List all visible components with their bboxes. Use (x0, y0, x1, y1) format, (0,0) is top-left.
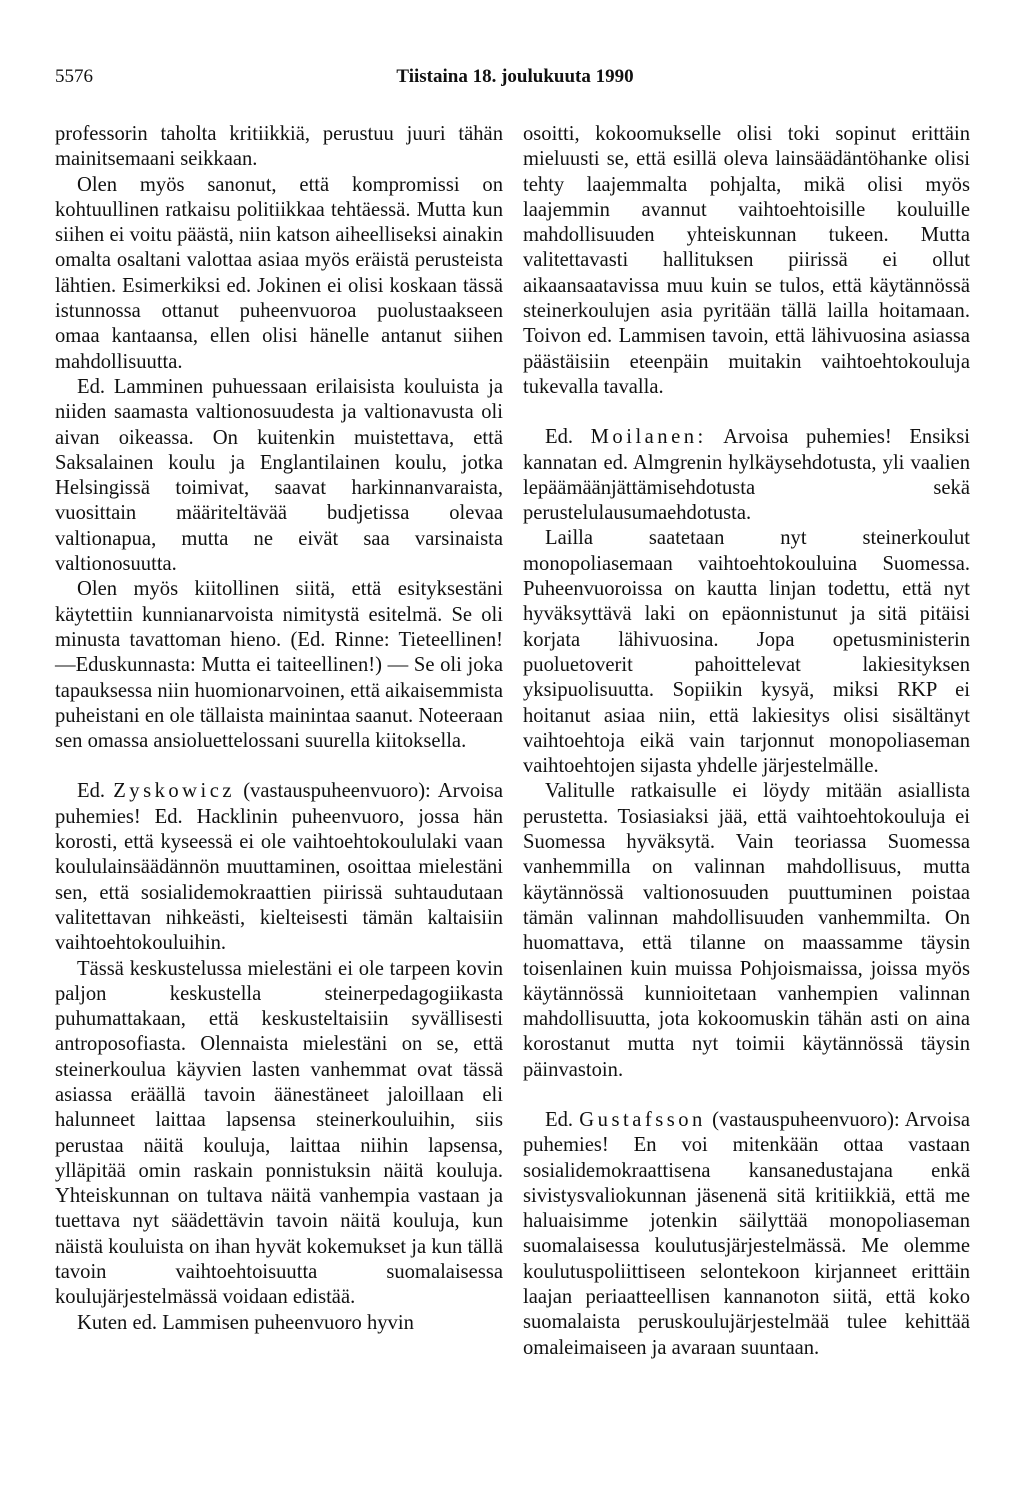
paragraph: Valitulle ratkaisulle ei löydy mitään asiallista perustetta. Tosiasiaksi jää, että vaihtoehtokouluja ei Suomessa hyväksytä. Vain teoriassa Suomessa vanhemmilla on valinnan mahdollisuus, mutta käytännössä valtionosuuden puuttuminen poistaa tämän valinnan mahdollisuuden vanhemmilta. On huomattava, että tilanne on maassamme täysin toisenlainen kuin muissa Pohjoismaissa, joissa myös käytännössä kunnioitetaan vanhempien valinnan mahdollisuutta, jota kokoomuskin tähän asti on aina korostanut mutta nyt toimii käytännössä täysin päinvastoin. (523, 780, 970, 1081)
paragraph: professorin taholta kritiikkiä, perustuu juuri tähän mainitsemaani seikkaan. (55, 123, 503, 171)
page-header (55, 66, 975, 90)
paragraph: Kuten ed. Lammisen puheenvuoro hyvin (77, 1311, 414, 1334)
speaker-name: Zyskowicz (113, 780, 236, 803)
paragraph: osoitti, kokoomukselle olisi toki sopinut erittäin mieluusti se, että esillä oleva lainsäädäntöhanke olisi tehty laajemmalta pohjalta, mikä olisi myös laajemmin avannut vaihtoehtoisille kouluille mahdollisuuden yhteiskunnan tukeen. Mutta valitettavasti hallituksen piirissä ei ollut aikaansaatavissa muu kuin se tulos, että käytännössä steinerkoulujen asia pyritään tällä lailla hoitamaan. Toivon ed. Lammisen tavoin, että lähivuosina asiassa päästäisiin eteenpäin muitakin vaihtoehtokouluja tukevalla tavalla. (523, 123, 970, 398)
paragraph: Lailla saatetaan nyt steinerkoulut monopoliasemaan vaihtoehtokouluina Suomessa. Puheenvuoroissa on kautta linjan todettu, että nyt hyväksyttävä laki on epäonnistunut ja sitä pitäisi korjata lähivuosina. Jopa opetusministerin puoluetoverit pahoittelevat lakiesityksen yksipuolisuutta. Sopiikin kysyä, miksi RKP ei hoitanut asiaa niin, että lakiesitys olisi sisältänyt vaihtoehtoja eikä vain tarjonnut monopoliaseman vaihtoehtojen sijasta yhdelle järjestelmälle. (523, 527, 970, 778)
speech-gustafsson (523, 1108, 970, 1361)
speaker-name: Moilanen: (590, 426, 707, 449)
paragraph: Olen myös kiitollinen siitä, että esityksestäni käytettiin kunnianarvoista nimitystä esitelmä. Se oli minusta tavattoman hieno. (Ed. Rinne: Tieteellinen! —Eduskunnasta: Mutta ei taiteellinen!) — Se oli joka tapauksessa niin huomionarvoinen, että aikaisemmista puheistani en ole tällaista mainintaa saanut. Noteeraan sen omassa ansioluettelossani suurella kiitoksella. (55, 578, 503, 753)
left-column (55, 122, 503, 1336)
speech-text: Arvoisa puhemies! Ensiksi kannatan ed. Almgrenin hylkäysehdotusta, yli vaalien lepäämäänjättämisehdotusta sekä perustelulausumaehdotusta. (523, 426, 970, 525)
speaker-prefix: Ed. (545, 426, 574, 449)
speaker-prefix: Ed. (77, 780, 106, 803)
paragraph: Ed. Lamminen puhuessaan erilaisista kouluista ja niiden saamasta valtionosuudesta ja valtionavusta oli aivan oikeassa. On kuitenkin muistettava, että Saksalainen koulu ja Englantilainen koulu, jotka Helsingissä toimivat, saavat harkinnanvaraista, vuosittain määriteltävää budjetissa olevaa valtionapua, mutta ne eivät saa varsinaista valtionosuutta. (55, 375, 503, 576)
page-number: 5576 (55, 66, 93, 87)
speech-text: (vastauspuheenvuoro): Arvoisa puhemies! Ed. Hacklinin puheenvuoro, jossa hän korosti, että kyseessä ei ole vaihtoehtokoululaki vaan koululainsäädännön muuttaminen, osoittaa mielestäni sen, että sosialidemokraattien piirissä suhtaudutaan valitettavan nihkeästi, kielteisesti tämän kaltaisiin vaihtoehtokouluihin. (55, 780, 503, 955)
speaker-prefix: Ed. (545, 1108, 574, 1131)
paragraph: Tässä keskustelussa mielestäni ei ole tarpeen kovin paljon keskustella steinerpedagogiikasta puhumattakaan, että keskusteltaisiin syvällisesti antroposofiasta. Olennaista mielestäni on se, että steinerkoulua käyvien lasten vanhemmat ovat tässä asiassa eräällä tavoin äänestäneet jaloillaan eli halunneet laittaa lapsensa steinerkouluihin, siis perustaa näitä kouluja, laittaa niihin lapsensa, ylläpitää omin raskain ponnistuksin näitä kouluja. Yhteiskunnan on tultava näitä vanhempia vastaan ja tuettava nyt säädettävin tavoin näitä kouluja, kun näistä kouluista on ihan hyvät kokemukset ja kun tällä tavoin vaihtoehtoisuutta suomalaisessa koulujärjestelmässä voidaan edistää. (55, 957, 503, 1309)
speech-zyskowicz (55, 779, 503, 956)
header-date: Tiistaina 18. joulukuuta 1990 (396, 66, 634, 87)
speaker-name: Gustafsson (579, 1108, 706, 1131)
paragraph: Olen myös sanonut, että kompromissi on kohtuullinen ratkaisu politiikkaa tehtäessä. Mutta kun siihen ei voitu päästä, niin katson aiheelliseksi ainakin omalta osaltani valottaa asiaa myös eräistä perusteista lähtien. Esimerkiksi ed. Jokinen ei olisi koskaan tässä istunnossa ottanut puheenvuoroa puolustaakseen omaa kantaansa, ellen olisi hänelle antanut siihen mahdollisuutta. (55, 173, 503, 373)
right-column (523, 122, 970, 1361)
speech-text: (vastauspuheenvuoro): Arvoisa puhemies! En voi mitenkään ottaa vastaan sosialidemokraattisena kansanedustajana enkä sivistysvaliokunnan jäsenenä sitä kritiikkiä, että me haluaisimme jotenkin säilyttää monopoliaseman suomalaisessa koulutusjärjestelmässä. Me olemme koulutuspoliittiseen selontekoon kirjanneet erittäin laajan periaatteellisen kannanoton siitä, että koko suomalaista peruskoulujärjestelmää tulee kehittää omaleimaiseen ja avaraan suuntaan. (523, 1108, 970, 1359)
speech-moilanen (523, 425, 970, 526)
